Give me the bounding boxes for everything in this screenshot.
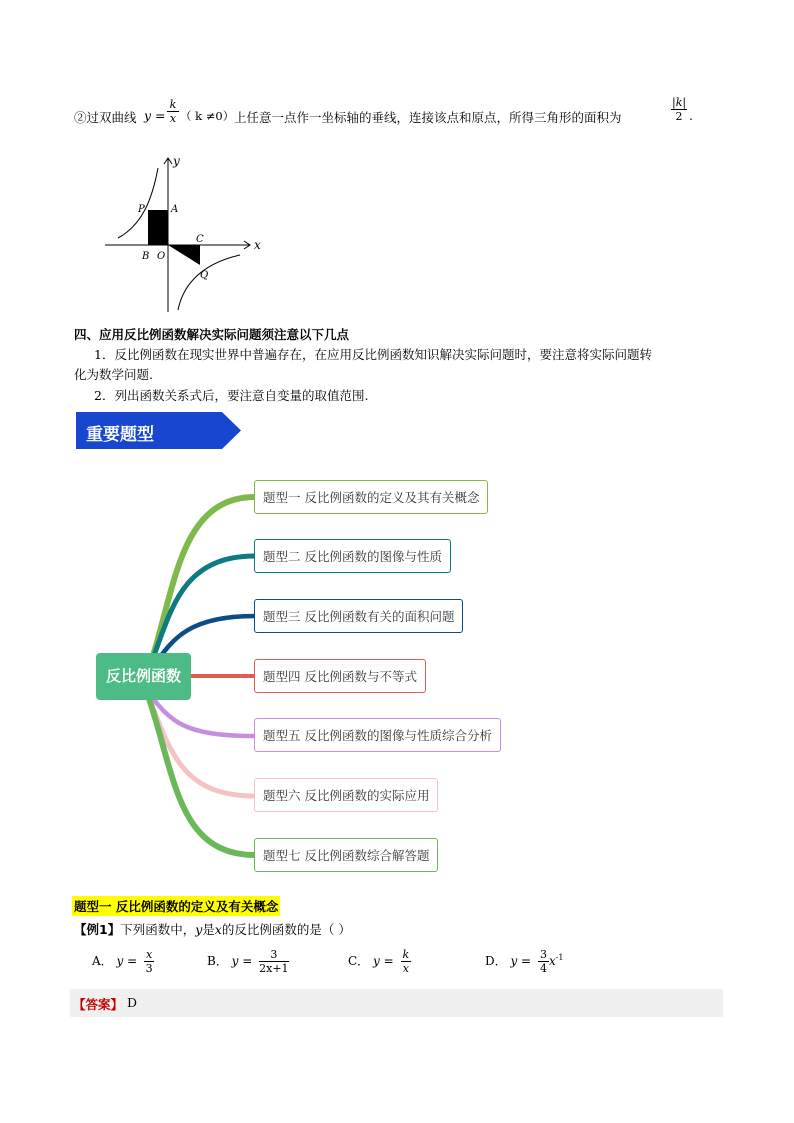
option-D-variable: x bbox=[548, 954, 556, 968]
point-C-label: C bbox=[196, 234, 204, 245]
option-D-numerator: 3 bbox=[539, 948, 547, 961]
option-A bbox=[92, 948, 154, 975]
point-B-label: B bbox=[142, 251, 150, 262]
question-part-c: 的反比例函数的是（ ） bbox=[221, 922, 351, 937]
section-4-point-1-line-2: 化为数学问题. bbox=[74, 367, 153, 382]
var-y: y bbox=[195, 922, 203, 937]
option-C-denominator: x bbox=[402, 962, 409, 975]
option-B-label: B． bbox=[207, 954, 228, 968]
option-C-label: C． bbox=[348, 954, 370, 968]
property-2-text: 上任意一点作一坐标轴的垂线，连接该点和原点，所得三角形的面积为 bbox=[234, 110, 622, 125]
point-O-label: O bbox=[157, 251, 166, 262]
section-4-point-1-line-1: 1．反比例函数在现实世界中普遍存在，在应用反比例函数知识解决实际问题时，要注意将实际问题转 bbox=[94, 347, 652, 362]
mindmap-node-3: 题型三 反比例函数有关的面积问题 bbox=[254, 599, 463, 633]
mindmap-root: 反比例函数 bbox=[96, 653, 191, 700]
option-D-denominator: 4 bbox=[539, 962, 547, 975]
option-A-lhs: y = bbox=[116, 954, 138, 968]
mindmap-node-7: 题型七 反比例函数综合解答题 bbox=[254, 838, 438, 872]
connector-1 bbox=[146, 497, 255, 676]
option-C-lhs: y = bbox=[373, 954, 394, 968]
k-condition: （ k ≠0） bbox=[180, 109, 235, 123]
point-Q-label: Q bbox=[200, 270, 209, 281]
answer-box bbox=[70, 989, 723, 1017]
section-4-heading: 四、应用反比例函数解决实际问题须注意以下几点 bbox=[74, 327, 350, 342]
property-2-prefix: ②过双曲线 bbox=[74, 110, 137, 125]
option-A-label: A． bbox=[92, 954, 113, 968]
question-part-b: 是 bbox=[202, 922, 215, 937]
x-axis-label: x bbox=[254, 238, 261, 252]
option-D-fraction bbox=[538, 948, 549, 975]
option-C-fraction bbox=[401, 948, 412, 975]
banner-title: 重要题型 bbox=[86, 425, 154, 445]
mindmap-node-2: 题型二 反比例函数的图像与性质 bbox=[254, 539, 451, 573]
connector-7 bbox=[146, 690, 255, 855]
point-P-label: P bbox=[138, 204, 145, 215]
option-B-lhs: y = bbox=[231, 954, 253, 968]
point-A-label: A bbox=[171, 204, 179, 215]
mindmap-node-5: 题型五 反比例函数的图像与性质综合分析 bbox=[254, 718, 501, 752]
topic-1-heading: 题型一 反比例函数的定义及有关概念 bbox=[72, 896, 280, 916]
answer-label: 【答案】 bbox=[73, 997, 124, 1012]
option-C-numerator: k bbox=[402, 948, 410, 961]
fraction-numerator: k bbox=[167, 98, 179, 112]
option-C bbox=[348, 948, 411, 975]
option-D-lhs: y = bbox=[510, 954, 532, 968]
option-D bbox=[485, 948, 564, 975]
option-B-numerator: 3 bbox=[259, 948, 288, 962]
option-D-exponent: -1 bbox=[555, 953, 564, 962]
area-denominator: 2 bbox=[675, 110, 683, 123]
option-B-fraction bbox=[259, 948, 288, 975]
mindmap-node-1: 题型一 反比例函数的定义及其有关概念 bbox=[254, 480, 488, 514]
option-A-denominator: 3 bbox=[145, 962, 153, 975]
option-B-denominator: 2x+1 bbox=[259, 962, 289, 975]
question-part-a: 下列函数中， bbox=[120, 922, 196, 937]
option-D-label: D． bbox=[485, 954, 507, 968]
example-1-question bbox=[74, 920, 351, 938]
option-A-fraction bbox=[144, 948, 154, 975]
fraction-denominator: x bbox=[169, 112, 177, 125]
option-A-numerator: x bbox=[145, 948, 153, 961]
mindmap-node-6: 题型六 反比例函数的实际应用 bbox=[254, 778, 438, 812]
option-B bbox=[207, 948, 289, 975]
answer-value: D bbox=[127, 995, 138, 1010]
period: . bbox=[689, 108, 693, 123]
example-1-tag: 【例1】 bbox=[74, 922, 121, 937]
var-x: x bbox=[214, 922, 222, 937]
mindmap-node-4: 题型四 反比例函数与不等式 bbox=[254, 659, 426, 693]
y-equals: y = bbox=[144, 108, 166, 123]
y-axis-label: y bbox=[173, 154, 180, 168]
area-numerator: |k| bbox=[672, 96, 687, 109]
section-4-point-2: 2．列出函数关系式后，要注意自变量的取值范围. bbox=[94, 388, 369, 403]
